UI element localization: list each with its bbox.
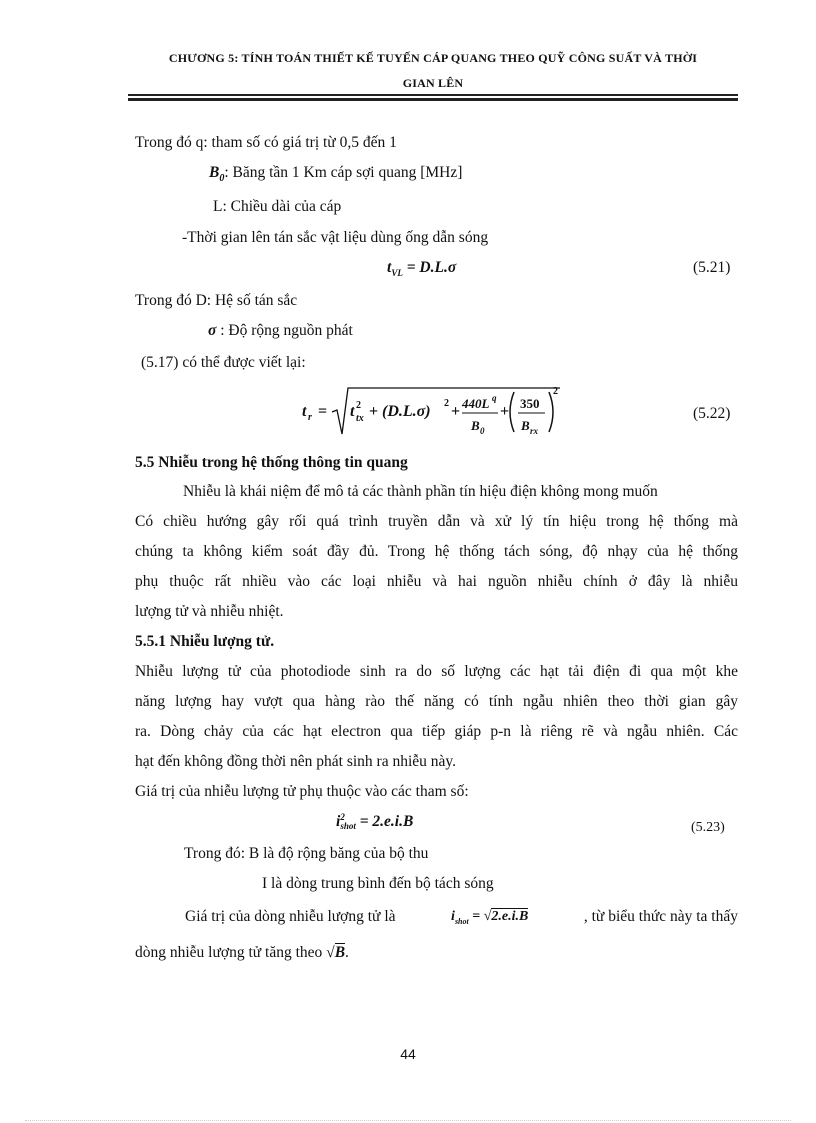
text-line — [208, 321, 353, 341]
paragraph-line-part: Giá trị của dòng nhiễu lượng tử là — [185, 908, 396, 925]
svg-text:t: t — [302, 403, 307, 420]
section-heading-5-5-1: 5.5.1 Nhiễu lượng tử. — [135, 633, 275, 650]
equation-5-22-graphic — [302, 384, 572, 440]
svg-text:B: B — [521, 418, 530, 433]
paragraph-line — [185, 907, 738, 932]
text-line-content: : Độ rộng nguồn phát — [220, 322, 353, 339]
equation-5-23: i 2 shot = 2.e.i.B — [336, 812, 414, 832]
svg-text:+: + — [451, 403, 461, 420]
equation-number: (5.22) — [693, 405, 731, 422]
svg-text:(D.L.σ): (D.L.σ) — [382, 403, 431, 420]
svg-text:2: 2 — [356, 400, 361, 411]
text-line-content: : Băng tần 1 Km cáp sợi quang [MHz] — [224, 164, 463, 181]
text-line: (5.17) có thể được viết lại: — [141, 354, 306, 371]
paragraph-line: Giá trị của nhiễu lượng tử phụ thuộc vào các tham số: — [135, 783, 469, 800]
equation-5-21: $t_{VL} = D.L.\sigma$ — [387, 259, 457, 279]
equation-number: (5.21) — [693, 259, 731, 276]
chapter-header — [128, 46, 738, 96]
paragraph-line: ra. Dòng chảy của các hạt electron qua tiếp giáp p-n là riêng rẽ và ngẫu nhiên. Các — [135, 723, 738, 740]
section-heading-5-5: 5.5 Nhiễu trong hệ thống thông tin quang — [135, 454, 408, 471]
text-line: L: Chiều dài của cáp — [213, 198, 342, 215]
text-line: -Thời gian lên tán sắc vật liệu dùng ống dẫn sóng — [182, 229, 489, 246]
svg-text:2: 2 — [444, 398, 449, 409]
paragraph-line-part: dòng nhiễu lượng tử tăng theo — [135, 944, 323, 961]
paragraph-line: hạt đến không đồng thời nên phát sinh ra nhiễu này. — [135, 753, 457, 770]
svg-text:+: + — [500, 403, 510, 420]
paragraph-line: phụ thuộc rất nhiều vào các loại nhiễu và hai nguồn nhiễu chính ở đây là nhiễu — [135, 573, 738, 590]
svg-text:+: + — [369, 403, 379, 420]
svg-text:B: B — [471, 418, 480, 433]
svg-text:rx: rx — [530, 426, 539, 436]
symbol-sigma: σ — [208, 322, 217, 339]
inline-equation-shot: $i_{shot} = √2.e.i.B$ — [451, 909, 529, 926]
chapter-header-line2: GIAN LÊN — [402, 76, 464, 90]
text-line: I là dòng trung bình đến bộ tách sóng — [262, 875, 494, 892]
text-line: Trong đó q: tham số có giá trị từ 0,5 đến 1 — [135, 134, 397, 151]
paragraph-line: Có chiều hướng gây rối quá trình truyền dẫn và xử lý tín hiệu trong hệ thống mà — [135, 513, 738, 530]
paragraph-line: Nhiễu là khái niệm để mô tả các thành phần tín hiệu điện không mong muốn — [183, 483, 658, 500]
page-number: 44 — [400, 1046, 416, 1062]
svg-text:350: 350 — [520, 396, 540, 411]
header-rule-thin — [128, 94, 738, 96]
svg-text:=: = — [318, 403, 328, 420]
svg-text:q: q — [492, 393, 497, 403]
svg-text:tx: tx — [356, 413, 364, 424]
paragraph-line: năng lượng hay vượt qua hàng rào thế năng có tính ngẫu nhiên theo thời gian gây — [135, 693, 738, 710]
symbol-b0: $B_0$ — [209, 164, 225, 185]
chapter-header-line1: CHƯƠNG 5: TÍNH TOÁN THIẾT KẾ TUYẾN CÁP QUANG THEO QUỸ CÔNG SUẤT VÀ THỜI — [168, 51, 698, 65]
header-rule-thick — [128, 98, 738, 101]
page-bottom-border — [25, 1120, 791, 1121]
text-line — [209, 163, 462, 189]
paragraph-line: Nhiễu lượng tử của photodiode sinh ra do số lượng các hạt tải điện đi qua một khe — [135, 663, 738, 680]
svg-text:0: 0 — [480, 426, 485, 436]
text-line: Trong đó D: Hệ số tán sắc — [135, 292, 298, 309]
svg-text:440L: 440L — [462, 396, 490, 411]
text-line: Trong đó: B là độ rộng băng của bộ thu — [184, 845, 429, 862]
svg-text:2: 2 — [553, 386, 558, 397]
paragraph-line: dòng nhiễu lượng tử tăng theo √B. — [135, 944, 349, 961]
equation-number: (5.23) — [691, 820, 725, 835]
svg-text:t: t — [350, 403, 355, 420]
inline-equation-sqrt-b: √B — [326, 944, 346, 961]
paragraph-line: chúng ta không kiểm soát đầy đủ. Trong hệ thống tách sóng, độ nhạy của hệ thống — [135, 543, 738, 560]
paragraph-line-part: , từ biểu thức này ta thấy — [583, 908, 738, 925]
svg-text:r: r — [308, 412, 312, 423]
paragraph-line: lượng tử và nhiễu nhiệt. — [135, 603, 284, 620]
